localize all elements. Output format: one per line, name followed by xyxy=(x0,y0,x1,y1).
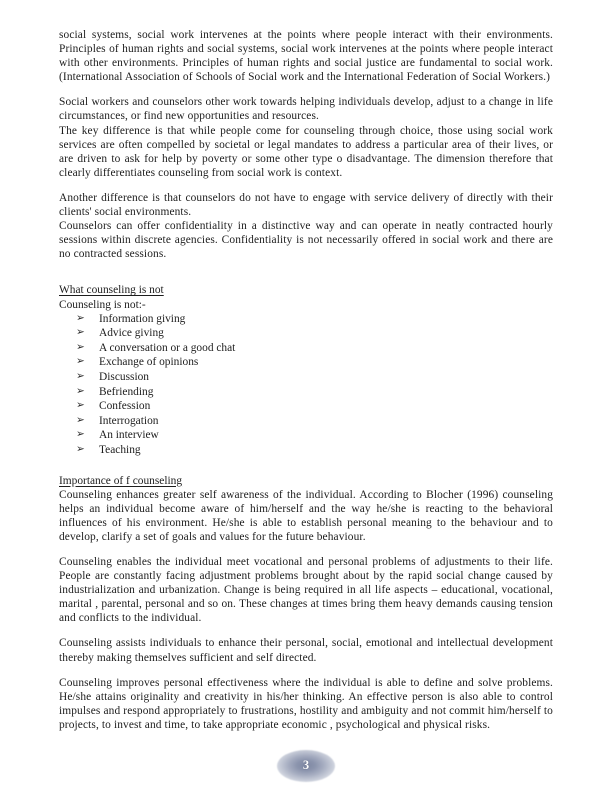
paragraph-confidentiality: Counselors can offer confidentiality in a distinctive way and can operate in neatly contracted hourly sessions within discrete agencies. Confidentiality is not necessarily offered in social work and there are no contracted sessions. xyxy=(59,220,553,261)
page-number-badge xyxy=(277,750,335,782)
paragraph-personal-development: Counseling assists individuals to enhance their personal, social, emotional and intellectual development thereby making themselves sufficient and self directed. xyxy=(59,637,553,664)
list-item xyxy=(59,326,553,341)
list-item-label: Advice giving xyxy=(99,327,164,340)
section-heading-importance-of-counseling: Importance of f counseling xyxy=(59,474,183,487)
list-item xyxy=(59,443,553,458)
section-lead-counseling-is-not: Counseling is not:- xyxy=(59,298,146,311)
arrow-bullet-icon: ➢ xyxy=(76,429,85,441)
arrow-bullet-icon: ➢ xyxy=(76,414,85,426)
list-item xyxy=(59,414,553,429)
arrow-bullet-icon: ➢ xyxy=(76,356,85,368)
list-item xyxy=(59,428,553,443)
list-item xyxy=(59,399,553,414)
arrow-bullet-icon: ➢ xyxy=(76,400,85,412)
paragraph-another-difference: Another difference is that counselors do not have to engage with service delivery of directly with their clients' social environments. xyxy=(59,191,553,219)
paragraph-key-difference: The key difference is that while people come for counseling through choice, those using social work services are often compelled by societal or legal mandates to address a particular area of their lives, or are driven to ask for help by poverty or some other type o disadvantage. The dimension therefore that clearly differentiates counseling from social work is context. xyxy=(59,124,553,179)
page-number-label: 3 xyxy=(302,758,310,773)
list-item-label: Befriending xyxy=(99,385,154,398)
page-content xyxy=(59,28,553,732)
list-item xyxy=(59,341,553,356)
paragraph-social-workers: Social workers and counselors other work towards helping individuals develop, adjust to a change in life circumstances, or find new opportunities and resources. xyxy=(59,96,553,123)
arrow-bullet-icon: ➢ xyxy=(76,385,85,397)
list-item-label: Discussion xyxy=(99,370,149,383)
list-item xyxy=(59,312,553,327)
paragraph-self-awareness: Counseling enhances greater self awareness of the individual. According to Blocher (1996) counseling helps an individual become aware of him/herself and the way he/she is reacting to the behavioral influences of his environment. He/she is able to establish personal meaning to the behaviour and to develop, clarify a set of goals and values for the future behaviour. xyxy=(59,488,553,543)
paragraph-intro: social systems, social work intervenes at the points where people interact with their environments. Principles of human rights and social systems, social work intervenes at the points where people interact with other environments. Principles of human rights and social justice are fundamental to social work. (International Association of Schools of Social work and the International Federation of Social Workers.) xyxy=(59,29,553,84)
list-item xyxy=(59,370,553,385)
arrow-bullet-icon: ➢ xyxy=(76,341,85,353)
spacer xyxy=(59,272,553,283)
list-item-label: Interrogation xyxy=(99,414,159,427)
arrow-bullet-icon: ➢ xyxy=(76,327,85,339)
section-heading-what-counseling-is-not: What counseling is not xyxy=(59,284,164,297)
paragraph-personal-effectiveness: Counseling improves personal effectiveness where the individual is able to define and solve problems. He/she attains originality and creativity in his/her thinking. An effective person is also able to control impulses and respond appropriately to frustrations, hostility and ambiguity and not commit him/herself to projects, to invest and time, to take appropriate economic , psychological and physical risks. xyxy=(59,676,553,731)
list-item-label: An interview xyxy=(99,429,159,442)
list-item-label: Information giving xyxy=(99,312,186,325)
arrow-bullet-icon: ➢ xyxy=(76,312,85,324)
list-item-label: Teaching xyxy=(99,443,141,456)
list-item xyxy=(59,355,553,370)
spacer xyxy=(59,458,553,474)
list-item xyxy=(59,385,553,400)
list-item-label: A conversation or a good chat xyxy=(99,341,236,354)
arrow-bullet-icon: ➢ xyxy=(76,443,85,455)
paragraph-vocational-problems: Counseling enables the individual meet vocational and personal problems of adjustments to their life. People are constantly facing adjustment problems brought about by the rapid social change caused by industrialization and urbanization. Change is being required in all life aspects – educational, vocational, marital , parental, personal and so on. These changes at times bring them heavy demands causing tension and conflicts to the individual. xyxy=(59,556,553,625)
arrow-bullet-icon: ➢ xyxy=(76,370,85,382)
list-item-label: Confession xyxy=(99,400,151,413)
list-item-label: Exchange of opinions xyxy=(99,356,199,369)
what-counseling-is-not-list xyxy=(59,312,553,458)
